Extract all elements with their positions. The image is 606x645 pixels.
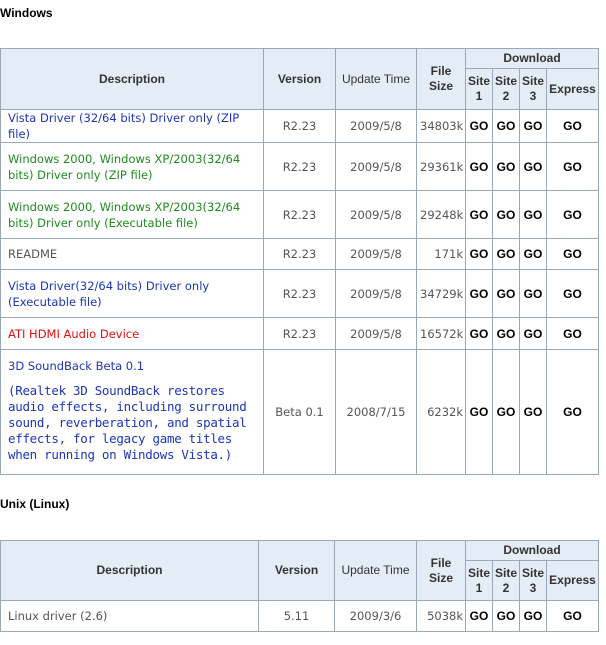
update-time-cell: 2009/5/8 [336,143,417,191]
driver-link[interactable]: Windows 2000, Windows XP/2003(32/64 bits) Driver only (ZIP file) [8,151,241,182]
header-site-3: Site 3 [520,561,547,601]
go-site-3-button[interactable]: GO [520,110,547,143]
driver-link[interactable]: Vista Driver(32/64 bits) Driver only (Executable file) [8,278,210,309]
go-site-2-button[interactable]: GO [493,239,520,270]
header-site-1: Site 1 [466,69,493,110]
header-download: Download [466,49,599,69]
header-update-time: Update Time [336,49,417,110]
go-site-2-button[interactable]: GO [493,110,520,143]
go-site-3-button[interactable]: GO [520,191,547,239]
table-row [1,270,599,318]
windows-section-title: Windows [0,6,53,20]
version-cell: R2.23 [264,318,336,350]
go-site-1-button[interactable]: GO [466,239,493,270]
go-express-button[interactable]: GO [547,191,599,239]
version-cell: R2.23 [264,191,336,239]
update-time-cell: 2009/5/8 [336,110,417,143]
file-size-cell: 6232k [417,350,466,475]
version-cell: R2.23 [264,143,336,191]
go-site-1-button[interactable]: GO [466,143,493,191]
header-file-size: File Size [417,541,466,601]
file-size-cell: 34803k [417,110,466,143]
update-time-cell: 2009/3/6 [335,601,417,632]
go-site-1-button[interactable]: GO [466,270,493,318]
go-site-1-button[interactable]: GO [466,601,493,632]
header-description: Description [1,541,259,601]
update-time-cell: 2008/7/15 [336,350,417,475]
header-express: Express [547,561,599,601]
header-version: Version [259,541,335,601]
go-site-2-button[interactable]: GO [493,143,520,191]
file-size-cell: 29248k [417,191,466,239]
go-site-2-button[interactable]: GO [493,318,520,350]
go-site-1-button[interactable]: GO [466,191,493,239]
readme-link[interactable]: README [8,247,58,261]
file-size-cell: 16572k [417,318,466,350]
version-cell: Beta 0.1 [264,350,336,475]
version-cell: 5.11 [259,601,335,632]
go-express-button[interactable]: GO [547,143,599,191]
update-time-cell: 2009/5/8 [336,318,417,350]
driver-link[interactable]: ATI HDMI Audio Device [8,326,140,341]
table-row [1,318,599,350]
go-express-button[interactable]: GO [547,318,599,350]
header-site-3: Site 3 [520,69,547,110]
go-site-3-button[interactable]: GO [520,601,547,632]
file-size-cell: 171k [417,239,466,270]
driver-link[interactable]: Vista Driver (32/64 bits) Driver only (ZIP file) [8,111,240,141]
header-download: Download [466,541,599,561]
linux-driver-table [0,540,599,632]
go-express-button[interactable]: GO [547,239,599,270]
table-row [1,350,599,475]
header-express: Express [547,69,599,110]
go-site-2-button[interactable]: GO [493,350,520,475]
header-version: Version [264,49,336,110]
header-site-1: Site 1 [466,561,493,601]
go-site-2-button[interactable]: GO [493,601,520,632]
table-row [1,191,599,239]
driver-note: (Realtek 3D SoundBack restores audio effects, including surround sound, reverberation, and spatial effects, for legacy game titles when running on Windows Vista.) [8,383,247,462]
table-row [1,239,599,270]
version-cell: R2.23 [264,239,336,270]
header-description: Description [1,49,264,110]
header-site-2: Site 2 [493,69,520,110]
go-site-3-button[interactable]: GO [520,270,547,318]
go-express-button[interactable]: GO [547,350,599,475]
version-cell: R2.23 [264,270,336,318]
header-file-size: File Size [417,49,466,110]
table-row [1,143,599,191]
table-row [1,601,599,632]
file-size-cell: 34729k [417,270,466,318]
file-size-cell: 5038k [417,601,466,632]
go-site-1-button[interactable]: GO [466,318,493,350]
go-express-button[interactable]: GO [547,110,599,143]
update-time-cell: 2009/5/8 [336,191,417,239]
go-site-2-button[interactable]: GO [493,270,520,318]
go-site-3-button[interactable]: GO [520,350,547,475]
header-update-time: Update Time [335,541,417,601]
go-site-3-button[interactable]: GO [520,239,547,270]
update-time-cell: 2009/5/8 [336,270,417,318]
go-site-3-button[interactable]: GO [520,143,547,191]
windows-driver-table [0,48,599,475]
driver-link[interactable]: 3D SoundBack Beta 0.1 [8,359,145,373]
version-cell: R2.23 [264,110,336,143]
file-size-cell: 29361k [417,143,466,191]
go-site-3-button[interactable]: GO [520,318,547,350]
go-express-button[interactable]: GO [547,270,599,318]
go-site-1-button[interactable]: GO [466,350,493,475]
go-express-button[interactable]: GO [547,601,599,632]
update-time-cell: 2009/5/8 [336,239,417,270]
driver-link[interactable]: Windows 2000, Windows XP/2003(32/64 bits) Driver only (Executable file) [8,199,241,230]
go-site-1-button[interactable]: GO [466,110,493,143]
table-row [1,110,599,143]
driver-link[interactable]: Linux driver (2.6) [8,609,108,623]
go-site-2-button[interactable]: GO [493,191,520,239]
header-site-2: Site 2 [493,561,520,601]
linux-section-title: Unix (Linux) [0,497,70,511]
